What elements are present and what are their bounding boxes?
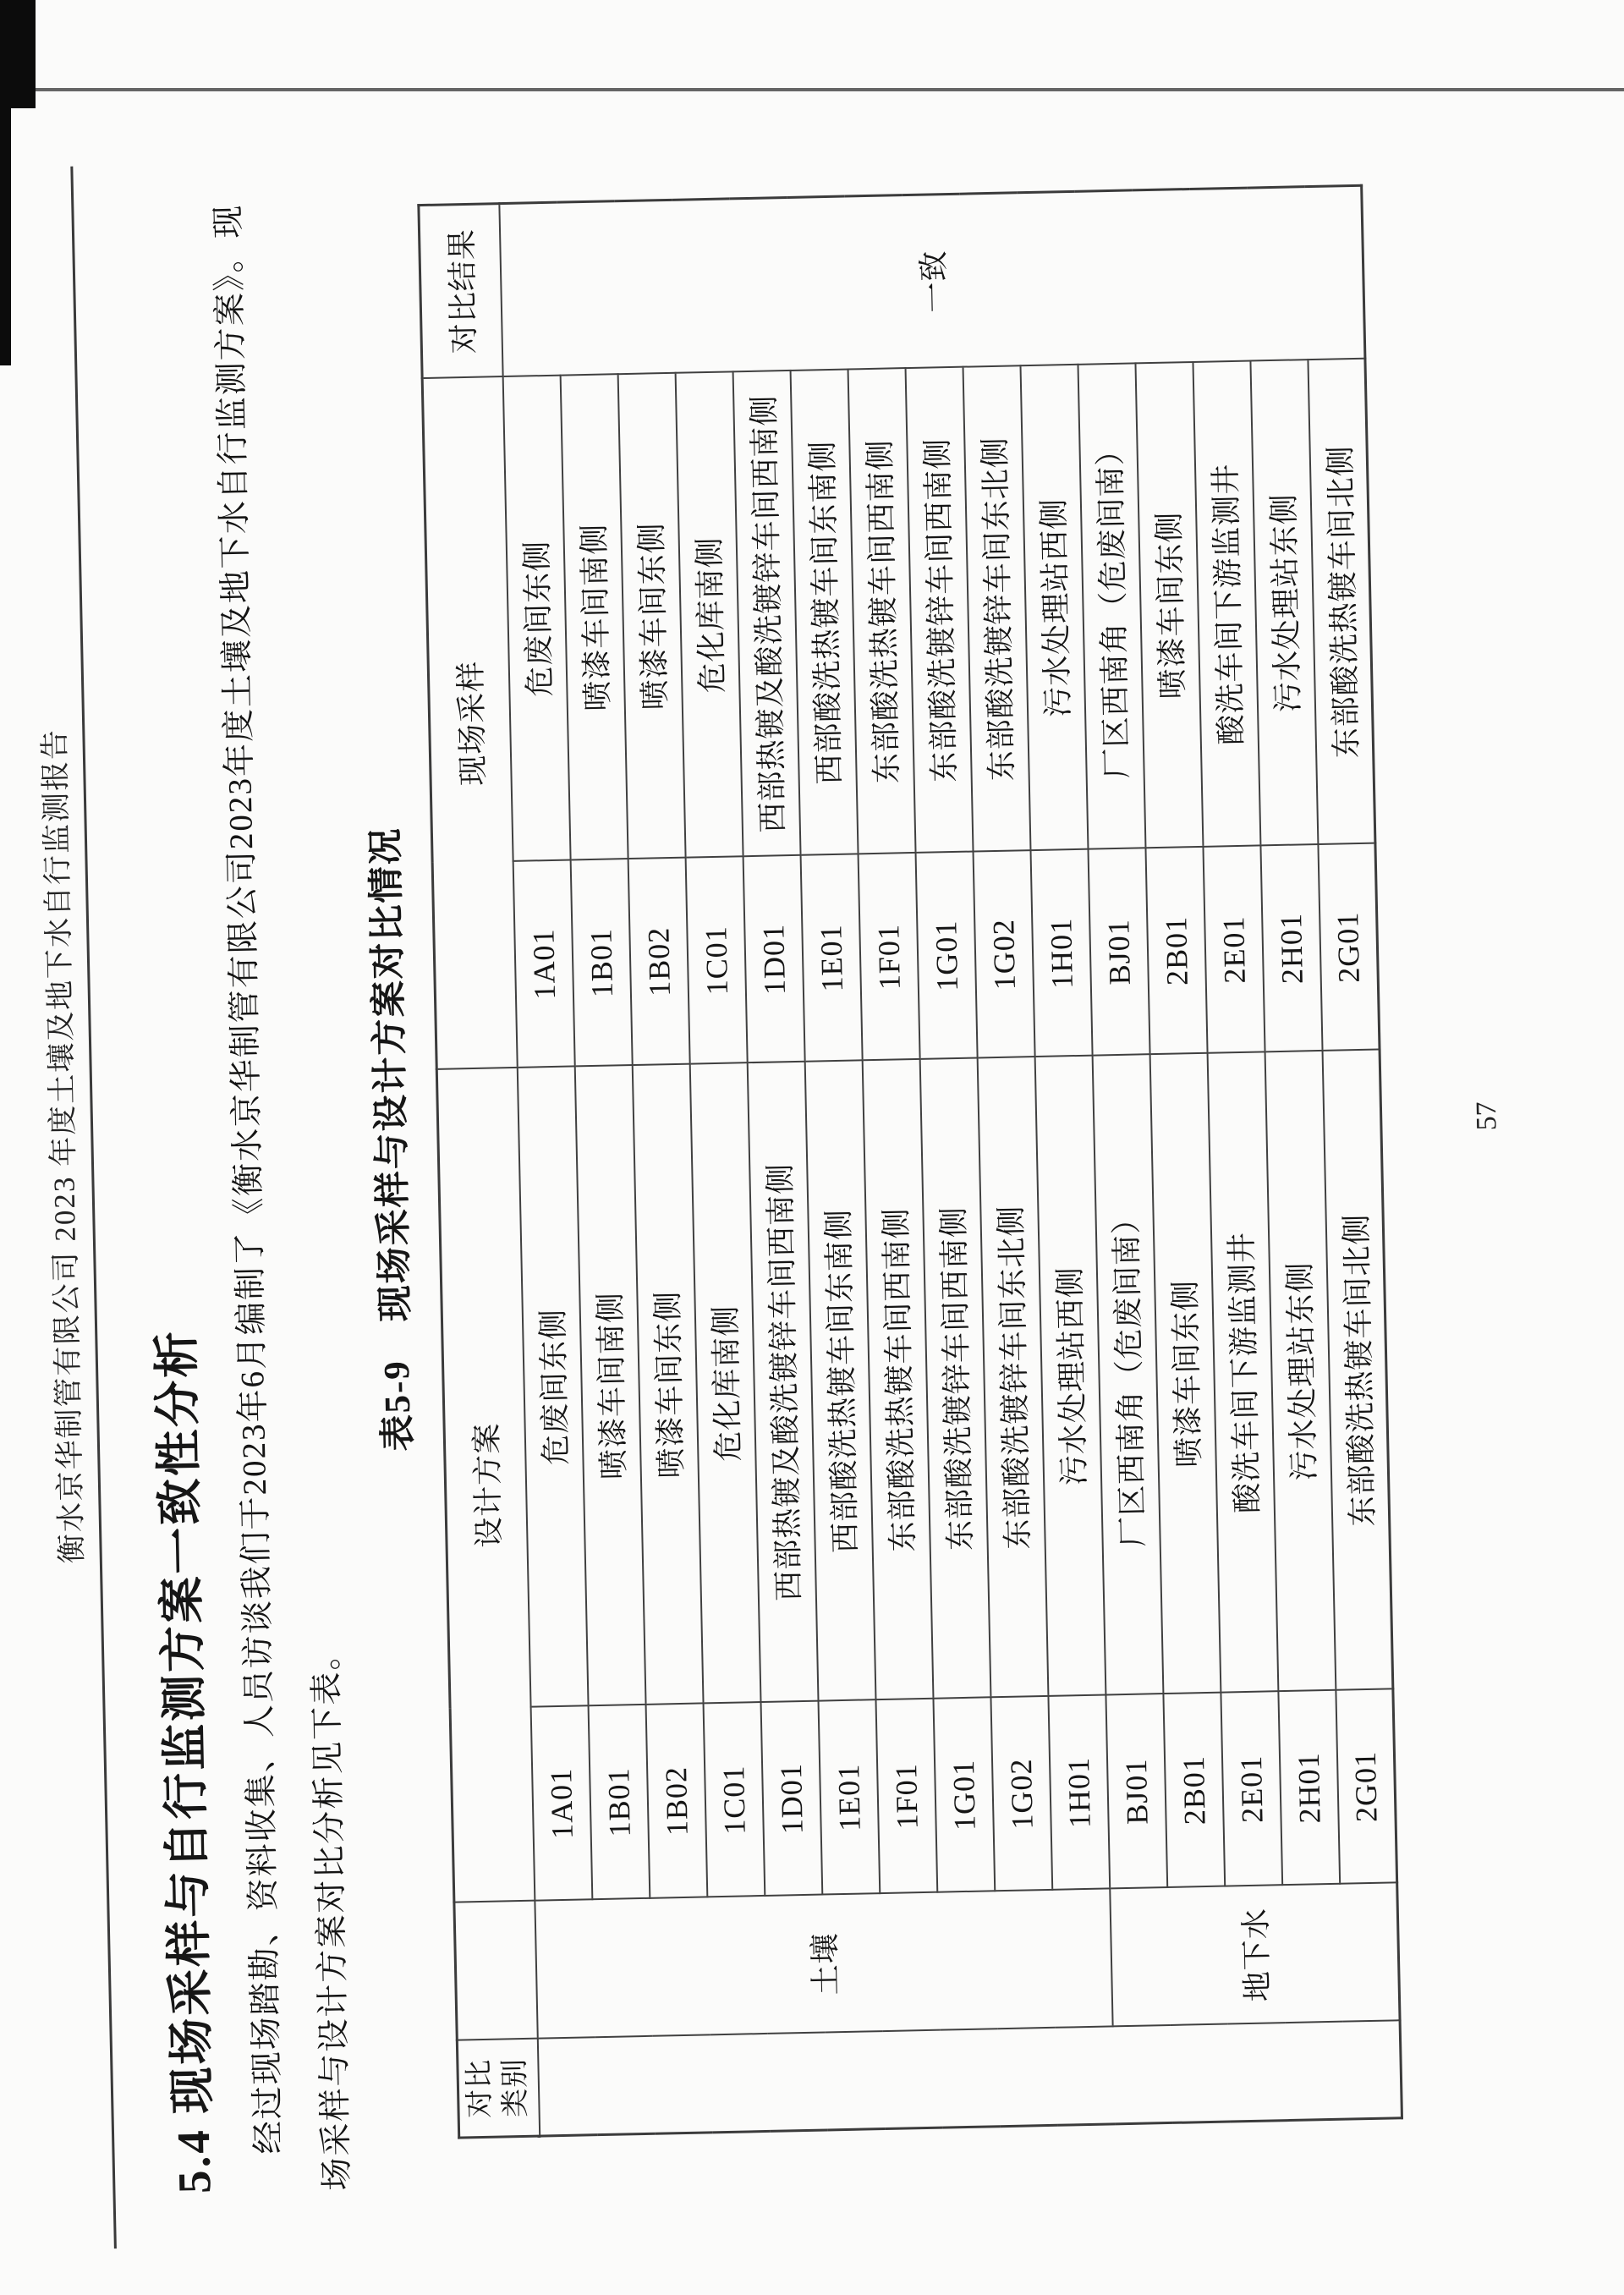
design-id-cell: 2B01	[1163, 1693, 1225, 1887]
field-id-cell: 2B01	[1145, 847, 1207, 1054]
design-id-cell: 2H01	[1278, 1690, 1340, 1885]
field-location-cell: 喷漆车间南侧	[560, 375, 628, 860]
design-location-cell: 西部热镀及酸洗镀锌车间西南侧	[747, 1062, 818, 1702]
header-result-cell: 对比结果	[419, 204, 502, 379]
field-id-cell: 1F01	[858, 853, 919, 1060]
table-caption: 表5-9 现场采样与设计方案对比情况	[365, 826, 420, 1452]
design-location-cell: 污水处理站西侧	[1034, 1056, 1106, 1696]
field-id-cell: 1G02	[973, 851, 1034, 1058]
field-id-cell: 1A01	[513, 860, 574, 1068]
field-location-cell: 东部酸洗热镀车间西南侧	[848, 369, 915, 854]
field-location-cell: 喷漆车间东侧	[617, 373, 685, 859]
field-id-cell: 2H01	[1260, 844, 1322, 1051]
header-subcategory-cell	[454, 1901, 537, 2040]
field-id-cell: 1B02	[628, 858, 689, 1065]
design-id-cell: 1H01	[1048, 1695, 1110, 1890]
header-design-cell: 设计方案	[436, 1068, 535, 1902]
design-location-cell: 东部酸洗热镀车间西南侧	[862, 1059, 933, 1699]
field-id-cell: BJ01	[1088, 848, 1149, 1056]
group-soil-cell: 土壤	[535, 1889, 1112, 2039]
field-location-cell: 污水处理站东侧	[1250, 360, 1318, 846]
header-field-cell: 现场采样	[422, 377, 517, 1070]
group-groundwater-cell: 地下水	[1110, 1883, 1400, 2027]
design-location-cell: 东部酸洗镀锌车间东北侧	[977, 1057, 1048, 1698]
design-id-cell: 2G01	[1336, 1689, 1397, 1884]
design-location-cell: 厂区西南角（危废间南）	[1092, 1055, 1163, 1695]
field-id-cell: 1C01	[685, 857, 747, 1064]
field-location-cell: 危化库南侧	[675, 372, 743, 858]
field-id-cell: 1G01	[915, 852, 977, 1059]
field-location-cell: 酸洗车间下游监测井	[1193, 361, 1260, 847]
field-location-cell: 喷漆车间东侧	[1135, 362, 1203, 848]
result-cell: 一致	[499, 185, 1365, 376]
design-location-cell: 西部酸洗热镀车间东南侧	[804, 1061, 875, 1701]
field-location-cell: 污水处理站西侧	[1020, 365, 1088, 850]
design-id-cell: 2E01	[1221, 1692, 1282, 1886]
design-location-cell: 危废间东侧	[517, 1067, 588, 1707]
design-id-cell: BJ01	[1106, 1694, 1167, 1889]
design-id-cell: 1F01	[875, 1699, 937, 1893]
design-location-cell: 东部酸洗热镀车间北侧	[1322, 1050, 1393, 1690]
field-location-cell: 西部酸洗热镀车间东南侧	[790, 370, 858, 855]
header-category-line1: 对比	[464, 2058, 497, 2119]
design-id-cell: 1G01	[933, 1698, 995, 1892]
page-number: 57	[1470, 1101, 1503, 1131]
paragraph-line-2: 场采样与设计方案对比分析见下表。	[307, 1635, 356, 2192]
design-location-cell: 东部酸洗镀锌车间西南侧	[919, 1058, 990, 1699]
design-id-cell: 1B01	[588, 1705, 650, 1899]
design-location-cell: 喷漆车间东侧	[1149, 1053, 1221, 1694]
paragraph-line-1: 经过现场踏勘、资料收集、人员访谈我们于2023年6月编制了《衡水京华制管有限公司2023年度土壤及地下水自行监测方案》。现	[210, 203, 288, 2155]
field-id-cell: 1H01	[1030, 849, 1092, 1057]
field-location-cell: 西部热镀及酸洗镀锌车间西南侧	[732, 371, 800, 856]
design-location-cell: 酸洗车间下游监测井	[1207, 1052, 1278, 1693]
design-id-cell: 1A01	[530, 1706, 592, 1901]
field-id-cell: 1B01	[570, 859, 632, 1067]
field-id-cell: 2G01	[1318, 843, 1380, 1051]
design-location-cell: 污水处理站东侧	[1265, 1051, 1336, 1691]
comparison-table	[417, 184, 1403, 2139]
header-category-cell	[457, 2039, 539, 2138]
design-location-cell: 喷漆车间东侧	[632, 1064, 703, 1705]
design-id-cell: 1E01	[818, 1700, 880, 1895]
design-id-cell: 1D01	[760, 1701, 822, 1896]
design-location-cell: 喷漆车间南侧	[574, 1066, 645, 1706]
field-id-cell: 1E01	[800, 854, 862, 1062]
design-id-cell: 1C01	[703, 1703, 765, 1897]
design-location-cell: 危化库南侧	[689, 1063, 760, 1704]
field-id-cell: 2E01	[1203, 846, 1265, 1053]
field-location-cell: 东部酸洗镀锌车间西南侧	[905, 367, 973, 853]
design-id-cell: 1B02	[645, 1704, 707, 1898]
design-id-cell: 1G02	[990, 1696, 1052, 1891]
field-location-cell: 东部酸洗热镀车间北侧	[1308, 359, 1375, 844]
field-location-cell: 厂区西南角（危废间南）	[1078, 364, 1145, 849]
field-location-cell: 危废间东侧	[502, 376, 570, 861]
field-id-cell: 1D01	[743, 855, 804, 1062]
header-category-line2: 类别	[499, 2057, 532, 2118]
running-header: 衡水京华制管有限公司 2023 年度土壤及地下水自行监测报告	[38, 727, 89, 1564]
section-title: 5.4 现场采样与自行监测方案一致性分析	[151, 1328, 221, 2194]
field-location-cell: 东部酸洗镀锌车间东北侧	[963, 366, 1030, 852]
category-spacer-cell	[537, 2021, 1402, 2136]
